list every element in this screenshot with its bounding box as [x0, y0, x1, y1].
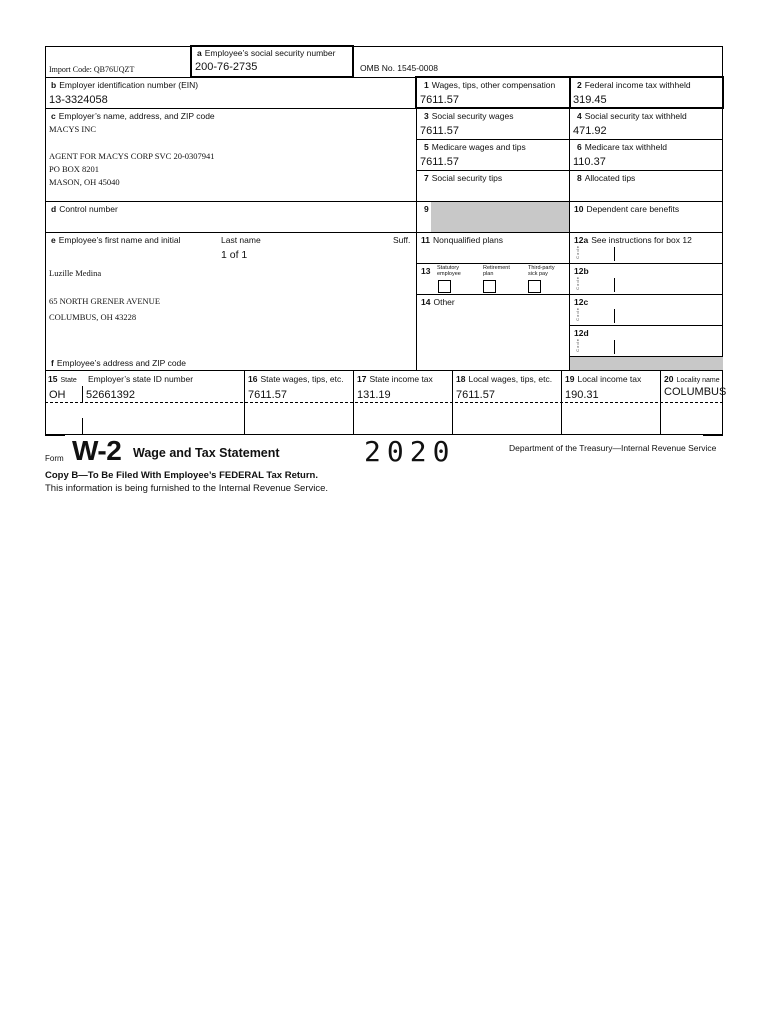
form-name: W-2 [72, 435, 122, 466]
form-word: Form [45, 454, 64, 463]
box4-label: 4 Social security tax withheld [577, 111, 687, 121]
box-a-label: a Employee’s social security number [197, 48, 336, 58]
employee-name: Luzille Medina [49, 268, 102, 278]
statutory-employee-checkbox[interactable] [438, 280, 451, 293]
ein-field[interactable]: 13-3324058 [49, 94, 108, 106]
box13-label: 13 [421, 266, 431, 276]
box11-label: 11 Nonqualified plans [421, 235, 503, 245]
box3-label: 3 Social security wages [424, 111, 514, 121]
sick-pay-label: Third-party sick pay [528, 265, 555, 277]
box15-id-label: Employer’s state ID number [88, 374, 194, 384]
box12a-code-label: C o d e [575, 246, 580, 259]
medicare-wages-field[interactable]: 7611.57 [420, 156, 459, 168]
box9-shaded [431, 202, 569, 232]
form-title: Wage and Tax Statement [133, 446, 280, 460]
locality-name-field[interactable]: COLUMBUS [664, 386, 727, 398]
box12-shaded [570, 357, 723, 370]
medicare-tax-field[interactable]: 110.37 [573, 156, 606, 168]
employer-address-line3: MASON, OH 45040 [49, 177, 120, 187]
page-count: 1 of 1 [221, 249, 248, 261]
box17-label: 17 State income tax [357, 374, 433, 384]
import-code: Import Code: QB76UQZT [49, 65, 135, 74]
box15-label: 15 State [48, 374, 77, 384]
box8-label: 8 Allocated tips [577, 173, 636, 183]
retirement-plan-checkbox[interactable] [483, 280, 496, 293]
box2-label: 2 Federal income tax withheld [577, 80, 691, 90]
copy-b-title: Copy B—To Be Filed With Employee’s FEDERAL Tax Return. [45, 470, 318, 481]
suffix-label: Suff. [393, 235, 411, 245]
box10-label: 10 Dependent care benefits [574, 204, 680, 214]
wages-field[interactable]: 7611.57 [420, 94, 459, 106]
box12b-code-label: C o d e [575, 277, 580, 290]
employee-address-line2: COLUMBUS, OH 43228 [49, 312, 137, 322]
box-d-label: d Control number [51, 204, 118, 214]
box5-label: 5 Medicare wages and tips [424, 142, 526, 152]
box20-label: 20 Locality name [664, 374, 720, 384]
box14-label: 14 Other [421, 297, 455, 307]
state-wages-field[interactable]: 7611.57 [248, 389, 287, 401]
ssn-field[interactable]: 200-76-2735 [195, 61, 258, 73]
irs-department: Department of the Treasury—Internal Revenue Service [509, 443, 717, 453]
sick-pay-checkbox[interactable] [528, 280, 541, 293]
ss-tax-field[interactable]: 471.92 [573, 125, 607, 137]
box12a-label: 12a See instructions for box 12 [574, 235, 692, 245]
furnished-note: This information is being furnished to the Internal Revenue Service. [45, 483, 329, 494]
omb-number: OMB No. 1545-0008 [360, 63, 438, 73]
box7-label: 7 Social security tips [424, 173, 503, 183]
box18-label: 18 Local wages, tips, etc. [456, 374, 553, 384]
employer-address-line2: PO BOX 8201 [49, 164, 100, 174]
local-wages-field[interactable]: 7611.57 [456, 389, 495, 401]
box-f-label: f Employee’s address and ZIP code [51, 358, 186, 368]
employer-address-line1: AGENT FOR MACYS CORP SVC 20-0307941 [49, 151, 215, 161]
box12b-label: 12b [574, 266, 589, 276]
retirement-plan-label: Retirement plan [483, 265, 510, 277]
state-field[interactable]: OH [49, 389, 66, 401]
state-tax-field[interactable]: 131.19 [357, 389, 391, 401]
box12c-code-label: C o d e [575, 308, 580, 321]
ss-wages-field[interactable]: 7611.57 [420, 125, 459, 137]
box19-label: 19 Local income tax [565, 374, 642, 384]
box12d-label: 12d [574, 328, 589, 338]
box-b-label: b Employer identification number (EIN) [51, 80, 199, 90]
box12d-code-label: C o d e [575, 339, 580, 352]
last-name-label: Last name [221, 235, 261, 245]
employer-name: MACYS INC [49, 124, 96, 134]
box9-label: 9 [424, 204, 429, 214]
tax-year: 2020 [364, 435, 456, 468]
state-id-field[interactable]: 52661392 [86, 389, 135, 401]
local-tax-field[interactable]: 190.31 [565, 389, 599, 401]
box16-label: 16 State wages, tips, etc. [248, 374, 344, 384]
box-c-label: c Employer’s name, address, and ZIP code [51, 111, 215, 121]
box1-label: 1 Wages, tips, other compensation [424, 80, 556, 90]
federal-tax-field[interactable]: 319.45 [573, 94, 607, 106]
statutory-employee-label: Statutory employee [437, 265, 461, 277]
box12c-label: 12c [574, 297, 589, 307]
employee-address-line1: 65 NORTH GRENER AVENUE [49, 296, 161, 306]
box-e-label: e Employee’s first name and initial [51, 235, 181, 245]
box6-label: 6 Medicare tax withheld [577, 142, 667, 152]
